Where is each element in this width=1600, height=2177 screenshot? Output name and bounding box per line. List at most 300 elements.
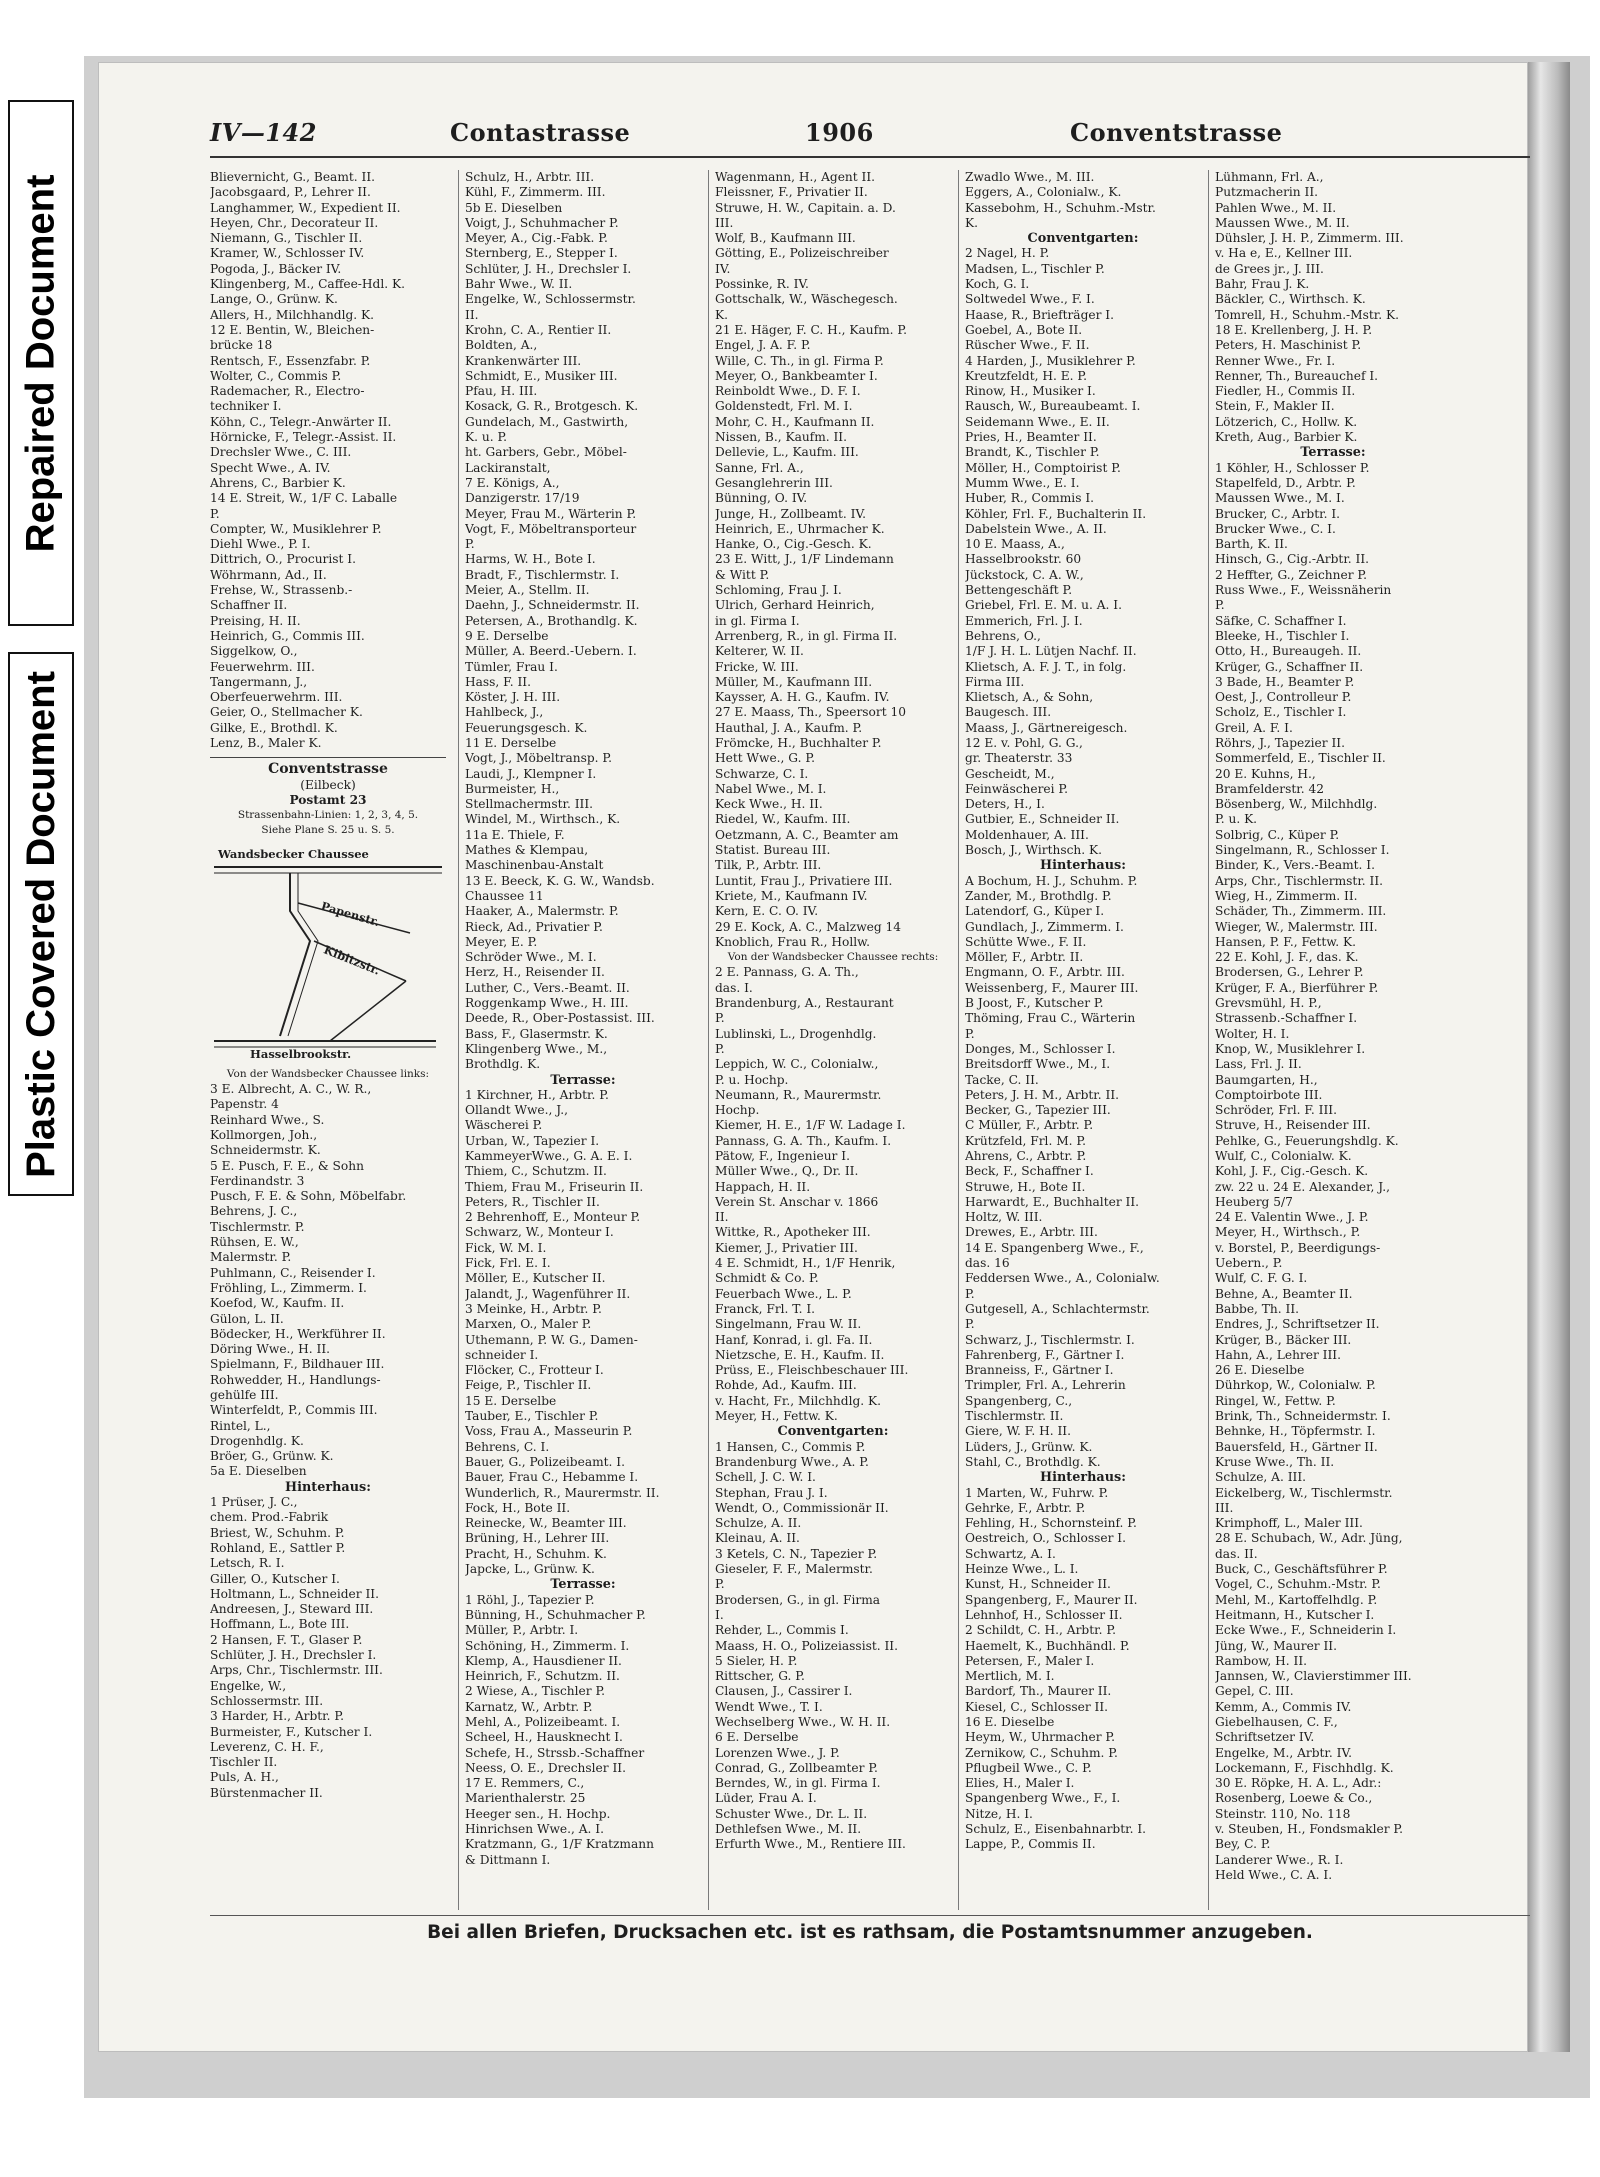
directory-entry: P. — [965, 1317, 975, 1332]
directory-entry: Spangenberg Wwe., F., I. — [965, 1791, 1121, 1806]
directory-entry: Beck, F., Schaffner I. — [965, 1164, 1094, 1179]
directory-entry: Schuster Wwe., Dr. L. II. — [715, 1806, 868, 1821]
directory-entry: Von der Wandsbecker Chaussee links: — [226, 1067, 430, 1080]
directory-entry: Nitze, H. I. — [965, 1806, 1033, 1821]
directory-entry: Schulz, E., Eisenbahnarbtr. I. — [965, 1822, 1147, 1837]
directory-entry: Brandenburg, A., Restaurant — [715, 996, 894, 1011]
directory-entry: Meier, A., Stellm. II. — [465, 583, 590, 598]
directory-entry: Schlossermstr. III. — [210, 1693, 324, 1708]
directory-entry: Dethlefsen Wwe., M. II. — [715, 1822, 862, 1837]
directory-entry: Neumann, R., Maurermstr. — [715, 1087, 882, 1102]
tram-lines: Strassenbahn-Linien: 1, 2, 3, 4, 5. — [237, 809, 419, 822]
directory-entry: Holtmann, L., Schneider II. — [210, 1586, 379, 1601]
directory-entry: Bödecker, H., Werkführer II. — [210, 1326, 386, 1341]
directory-entry: Pfau, H. III. — [465, 384, 538, 399]
directory-entry: Hörnicke, F., Telegr.-Assist. II. — [210, 430, 397, 445]
directory-entry: Ulrich, Gerhard Heinrich, — [715, 598, 875, 613]
directory-entry: Bösenberg, W., Milchhdlg. — [1215, 797, 1378, 812]
directory-entry: 7 E. Königs, A., — [465, 475, 560, 490]
directory-entry: Winterfeldt, P., Commis III. — [210, 1403, 378, 1418]
directory-entry: Lockemann, F., Fischhdlg. K. — [1215, 1760, 1394, 1775]
directory-entry: Eickelberg, W., Tischlermstr. — [1215, 1485, 1393, 1500]
directory-entry: Wechselberg Wwe., W. H. II. — [715, 1714, 891, 1729]
directory-entry: Rademacher, R., Electro- — [210, 384, 365, 399]
directory-entry: Feuerbach Wwe., L. P. — [715, 1286, 852, 1301]
directory-entry: Bosch, J., Wirthsch. K. — [965, 843, 1102, 858]
directory-entry: C Müller, F., Arbtr. P. — [965, 1118, 1094, 1133]
directory-entry: Rehder, L., Commis I. — [715, 1623, 849, 1638]
directory-entry: P. — [210, 506, 220, 521]
directory-entry: Karnatz, W., Arbtr. P. — [465, 1699, 593, 1714]
directory-entry: P. — [965, 1026, 975, 1041]
directory-entry: Engel, J. A. F. P. — [715, 338, 811, 353]
plan-reference: Siehe Plane S. 25 u. S. 5. — [261, 824, 395, 837]
directory-entry: Möller, E., Kutscher II. — [465, 1271, 606, 1286]
directory-entry: Meyer, H., Fettw. K. — [715, 1409, 838, 1424]
directory-entry: Jückstock, C. A. W., — [965, 567, 1084, 582]
directory-entry: 2 Hansen, F. T., Glaser P. — [210, 1632, 363, 1647]
directory-entry: Hett Wwe., G. P. — [715, 751, 815, 766]
directory-entry: Gescheidt, M., — [965, 766, 1055, 781]
repaired-document-text: Repaired Document — [18, 174, 63, 552]
directory-entry: P. u. K. — [1215, 812, 1258, 827]
directory-entry: Knoblich, Frau R., Hollw. — [715, 934, 871, 949]
directory-entry: Kosack, G. R., Brotgesch. K. — [465, 399, 639, 414]
directory-entry: Briest, W., Schuhm. P. — [210, 1525, 345, 1540]
directory-entry: Bauer, Frau C., Hebamme I. — [465, 1470, 639, 1485]
directory-entry: Mathes & Klempau, — [465, 843, 589, 858]
directory-entry: Engelke, W., — [210, 1678, 287, 1693]
directory-entry: Breitsdorff Wwe., M., I. — [965, 1057, 1111, 1072]
directory-entry: Vogel, C., Schuhm.-Mstr. P. — [1215, 1577, 1381, 1592]
header-rule — [210, 156, 1530, 158]
directory-entry: Rambow, H. II. — [1215, 1653, 1308, 1668]
directory-entry: Tilk, P., Arbtr. III. — [715, 858, 822, 873]
directory-entry: Donges, M., Schlosser I. — [965, 1041, 1116, 1056]
directory-entry: Nissen, B., Kaufm. II. — [715, 430, 847, 445]
directory-entry: Kühl, F., Zimmerm. III. — [465, 185, 606, 200]
directory-entry: Letsch, R. I. — [210, 1556, 285, 1571]
directory-entry: Klingenberg Wwe., M., — [465, 1041, 608, 1056]
directory-entry: 12 E. v. Pohl, G. G., — [965, 735, 1083, 750]
directory-entry: v. Steuben, H., Fondsmakler P. — [1215, 1822, 1404, 1837]
directory-entry: Wolter, H. I. — [1215, 1026, 1290, 1041]
directory-entry: & Witt P. — [715, 567, 770, 582]
directory-entry: K. — [965, 215, 978, 230]
directory-entry: Landerer Wwe., R. I. — [1215, 1852, 1344, 1867]
directory-entry: Niemann, G., Tischler II. — [210, 231, 363, 246]
directory-entry: 2 Wiese, A., Tischler P. — [465, 1684, 606, 1699]
directory-entry: Allers, H., Milchhandlg. K. — [210, 307, 375, 322]
directory-entry: Jacobsgaard, P., Lehrer II. — [210, 185, 371, 200]
directory-entry: 13 E. Beeck, K. G. W., Wandsb. — [465, 873, 655, 888]
directory-entry: Gieseler, F. F., Malermstr. — [715, 1562, 873, 1577]
directory-entry: Heinze Wwe., L. I. — [965, 1562, 1079, 1577]
directory-entry: B Joost, F., Kutscher P. — [965, 996, 1104, 1011]
directory-entry: techniker I. — [210, 399, 282, 414]
directory-entry: 15 E. Derselbe — [465, 1393, 557, 1408]
directory-entry: Fick, W. M. I. — [465, 1240, 547, 1255]
directory-entry: Gundlach, J., Zimmerm. I. — [965, 919, 1124, 934]
right-street-heading: Conventstrasse — [1070, 118, 1283, 147]
column-1 — [210, 170, 446, 1910]
directory-entry: Bauer, G., Polizeibeamt. I. — [465, 1454, 625, 1469]
directory-entry: Trimpler, Frl. A., Lehrerin — [965, 1378, 1126, 1393]
footer-notice: Bei allen Briefen, Drucksachen etc. ist es rathsam, die Postamtsnummer anzugeben. — [427, 1922, 1313, 1943]
directory-entry: 27 E. Maass, Th., Speersort 10 — [715, 705, 906, 720]
directory-entry: 1 Prüser, J. C., — [210, 1495, 298, 1510]
directory-entry: Arrenberg, R., in gl. Firma II. — [715, 628, 898, 643]
directory-entry: Burmeister, H., — [465, 781, 560, 796]
directory-entry: Gutgesell, A., Schlachtermstr. — [965, 1301, 1150, 1316]
directory-entry: Kleinau, A. II. — [715, 1531, 800, 1546]
directory-entry: Puhlmann, C., Reisender I. — [210, 1265, 376, 1280]
directory-entry: 29 E. Kock, A. C., Malzweg 14 — [715, 919, 902, 934]
directory-entry: Herz, H., Reisender II. — [465, 965, 605, 980]
directory-entry: Nietzsche, E. H., Kaufm. II. — [715, 1347, 885, 1362]
directory-entry: 28 E. Schubach, W., Adr. Jüng, — [1215, 1531, 1403, 1546]
directory-entry: Malermstr. P. — [210, 1250, 292, 1265]
directory-entry: Marxen, O., Maler P. — [465, 1317, 592, 1332]
directory-entry: Laudi, J., Klempner I. — [465, 766, 597, 781]
column-1-entries-lower — [210, 1067, 446, 1801]
directory-entry: Fiedler, H., Commis II. — [1215, 384, 1356, 399]
map-label-hasselbrookstr: Hasselbrookstr. — [250, 1046, 352, 1061]
directory-entry: Bauersfeld, H., Gärtner II. — [1215, 1439, 1378, 1454]
directory-entry: Preising, H. II. — [210, 613, 301, 628]
directory-entry: das. 16 — [965, 1256, 1010, 1271]
directory-entry: 20 E. Kuhns, H., — [1215, 766, 1316, 781]
directory-entry: Haaker, A., Malermstr. P. — [465, 904, 619, 919]
directory-entry: 22 E. Kohl, J. F., das. K. — [1215, 950, 1359, 965]
directory-entry: Harwardt, E., Buchhalter II. — [965, 1194, 1140, 1209]
directory-entry: 3 Harder, H., Arbtr. P. — [210, 1709, 345, 1724]
directory-entry: Lenz, B., Maler K. — [210, 735, 322, 750]
directory-entry: Gutbier, E., Schneider II. — [965, 812, 1120, 827]
left-street-heading: Contastrasse — [450, 118, 631, 147]
directory-entry: Schwarz, W., Monteur I. — [465, 1225, 614, 1240]
directory-entry: 30 E. Röpke, H. A. L., Adr.: — [1215, 1776, 1382, 1791]
directory-entry: Zernikow, C., Schuhm. P. — [965, 1745, 1118, 1760]
directory-entry: Behne, A., Beamter II. — [1215, 1286, 1353, 1301]
directory-entry: Tischlermstr. II. — [965, 1409, 1064, 1424]
directory-entry: Kreth, Aug., Barbier K. — [1215, 430, 1358, 445]
directory-entry: K. u. P. — [465, 430, 508, 445]
directory-entry: Ferdinandstr. 3 — [210, 1173, 305, 1188]
directory-entry: 17 E. Remmers, C., — [465, 1776, 585, 1791]
directory-entry: Hanf, Konrad, i. gl. Fa. II. — [715, 1332, 873, 1347]
directory-entry: 1 Kirchner, H., Arbtr. P. — [465, 1087, 609, 1102]
directory-entry: Heyen, Chr., Decorateur II. — [210, 215, 379, 230]
directory-entry: 2 Schildt, C. H., Arbtr. P. — [965, 1623, 1116, 1638]
directory-entry: Kaysser, A. H. G., Kaufm. IV. — [715, 690, 890, 705]
directory-entry: Heinrich, E., Uhrmacher K. — [715, 521, 885, 536]
page-number: IV—142 — [210, 118, 317, 147]
section-heading: Terrasse: — [550, 1072, 616, 1088]
directory-entry: Windel, M., Wirthsch., K. — [465, 812, 621, 827]
directory-entry: Wieger, W., Malermstr. III. — [1215, 919, 1378, 934]
directory-entry: Soltwedel Wwe., F. I. — [965, 292, 1095, 307]
directory-entry: Döring Wwe., H. II. — [210, 1342, 331, 1357]
directory-entry: Becker, G., Tapezier III. — [965, 1103, 1111, 1118]
directory-entry: Hauthal, J. A., Kaufm. P. — [715, 720, 863, 735]
directory-entry: Prüss, E., Fleischbeschauer III. — [715, 1363, 909, 1378]
directory-entry: Bettengeschäft P. — [965, 583, 1073, 598]
directory-entry: Lappe, P., Commis II. — [965, 1837, 1096, 1852]
directory-entry: Geier, O., Stellmacher K. — [210, 705, 363, 720]
directory-entry: Lorenzen Wwe., J. P. — [715, 1745, 840, 1760]
directory-entry: Haase, R., Briefträger I. — [965, 307, 1114, 322]
directory-entry: Dittrich, O., Procurist I. — [210, 552, 356, 567]
directory-entry: de Grees jr., J. III. — [1215, 261, 1324, 276]
directory-entry: Feddersen Wwe., A., Colonialw. — [965, 1271, 1160, 1286]
directory-entry: Peters, H. Maschinist P. — [1215, 338, 1362, 353]
directory-entry: Pogoda, J., Bäcker IV. — [210, 261, 342, 276]
directory-entry: 5b E. Dieselben — [465, 200, 563, 215]
directory-entry: Deede, R., Ober-Postassist. III. — [465, 1011, 655, 1026]
directory-entry: 24 E. Valentin Wwe., J. P. — [1215, 1210, 1369, 1225]
directory-entry: Feuerwehrm. III. — [210, 659, 315, 674]
directory-entry: Brüning, H., Lehrer III. — [465, 1531, 610, 1546]
directory-entry: Vogt, J., Möbeltransp. P. — [465, 751, 613, 766]
directory-entry: Müller, M., Kaufmann III. — [715, 674, 873, 689]
directory-entry: Scholz, E., Tischler I. — [1215, 705, 1347, 720]
directory-entry: Kramer, W., Schlosser IV. — [210, 246, 365, 261]
directory-entry: Bardorf, Th., Maurer II. — [965, 1684, 1112, 1699]
directory-entry: Hansen, P. F., Fettw. K. — [1215, 934, 1356, 949]
directory-entry: Röhrs, J., Tapezier II. — [1215, 735, 1345, 750]
directory-entry: Behrens, C. I. — [465, 1439, 550, 1454]
directory-entry: P. u. Hochp. — [715, 1072, 789, 1087]
directory-entry: Statist. Bureau III. — [715, 843, 831, 858]
directory-entry: Binder, K., Vers.-Beamt. I. — [1215, 858, 1375, 873]
section-heading: Hinterhaus: — [1040, 858, 1126, 874]
directory-entry: 11a E. Thiele, F. — [465, 827, 565, 842]
column-2 — [458, 170, 701, 1910]
directory-entry: Schröder Wwe., M. I. — [465, 950, 597, 965]
directory-entry: Voigt, J., Schuhmacher P. — [465, 215, 619, 230]
directory-entry: Held Wwe., C. A. I. — [1215, 1867, 1333, 1882]
directory-entry: IV. — [715, 261, 731, 276]
directory-entry: Japcke, L., Grünw. K. — [465, 1562, 595, 1577]
directory-entry: Müller, P., Arbtr. I. — [465, 1623, 579, 1638]
directory-entry: Langhammer, W., Expedient II. — [210, 200, 401, 215]
directory-entry: Heuberg 5/7 — [1215, 1194, 1293, 1209]
conventstrasse-heading — [210, 757, 446, 838]
directory-entry: Möller, H., Comptoirist P. — [965, 460, 1121, 475]
directory-entry: Hahn, A., Lehrer III. — [1215, 1347, 1341, 1362]
directory-entry: 3 Ketels, C. N., Tapezier P. — [715, 1546, 878, 1561]
directory-entry: Babbe, Th. II. — [1215, 1301, 1300, 1316]
directory-entry: Hanke, O., Cig.-Gesch. K. — [715, 537, 872, 552]
repaired-document-label — [8, 100, 74, 626]
directory-entry: Boldten, A., — [465, 338, 538, 353]
directory-entry: Brandenburg Wwe., A. P. — [715, 1454, 869, 1469]
directory-entry: Bey, C. P. — [1215, 1837, 1271, 1852]
directory-entry: Schaffner II. — [210, 598, 288, 613]
directory-columns — [210, 170, 1530, 1910]
directory-entry: Giller, O., Kutscher I. — [210, 1571, 340, 1586]
section-heading: Terrasse: — [1300, 445, 1366, 461]
directory-entry: Oetzmann, A. C., Beamter am — [715, 827, 899, 842]
directory-entry: 4 E. Schmidt, H., 1/F Henrik, — [715, 1256, 896, 1271]
directory-entry: Heeger sen., H. Hochp. — [465, 1806, 611, 1821]
directory-entry: Hahlbeck, J., — [465, 705, 544, 720]
directory-entry: P. — [715, 1041, 725, 1056]
directory-entry: Burmeister, F., Kutscher I. — [210, 1724, 373, 1739]
directory-entry: Tischler II. — [210, 1755, 278, 1770]
directory-entry: Spielmann, F., Bildhauer III. — [210, 1357, 385, 1372]
directory-entry: Pracht, H., Schuhm. K. — [465, 1546, 607, 1561]
directory-entry: Thiem, C., Schutzm. II. — [465, 1164, 607, 1179]
directory-entry: Jannsen, W., Clavierstimmer III. — [1215, 1669, 1412, 1684]
directory-entry: Fröhling, L., Zimmerm. I. — [210, 1280, 367, 1295]
directory-entry: Kassebohm, H., Schuhm.-Mstr. — [965, 200, 1156, 215]
directory-entry: I. — [715, 1607, 724, 1622]
directory-entry: Dühsler, J. H. P., Zimmerm. III. — [1215, 231, 1404, 246]
directory-entry: Schütte Wwe., F. II. — [965, 934, 1087, 949]
directory-entry: Wolf, B., Kaufmann III. — [715, 231, 856, 246]
directory-entry: Gilke, E., Brothdl. K. — [210, 720, 338, 735]
directory-entry: Krankenwärter III. — [465, 353, 582, 368]
directory-entry: Kiesel, C., Schlosser II. — [965, 1699, 1109, 1714]
directory-entry: Tauber, E., Tischler P. — [465, 1409, 599, 1424]
column-5 — [1208, 170, 1451, 1910]
directory-entry: Giebelhausen, C. F., — [1215, 1714, 1338, 1729]
directory-entry: Kriete, M., Kaufmann IV. — [715, 888, 868, 903]
directory-entry: Bünning, O. IV. — [715, 491, 808, 506]
directory-entry: 4 Harden, J., Musiklehrer P. — [965, 353, 1136, 368]
directory-entry: Tümler, Frau I. — [465, 659, 558, 674]
directory-entry: Köster, J. H. III. — [465, 690, 561, 705]
directory-entry: Schröder, Frl. F. III. — [1215, 1103, 1337, 1118]
directory-entry: Berndes, W., in gl. Firma I. — [715, 1776, 881, 1791]
directory-entry: Papenstr. 4 — [210, 1097, 279, 1112]
directory-entry: Roggenkamp Wwe., H. III. — [465, 996, 629, 1011]
directory-entry: Lötzerich, C., Hollw. K. — [1215, 414, 1358, 429]
directory-entry: Brandt, K., Tischler P. — [965, 445, 1100, 460]
directory-entry: Comptoirbote III. — [1215, 1087, 1323, 1102]
directory-entry: Kratzmann, G., 1/F Kratzmann — [465, 1837, 654, 1852]
directory-entry: Frömcke, H., Buchhalter P. — [715, 735, 882, 750]
directory-entry: Chaussee 11 — [465, 888, 544, 903]
directory-entry: Riedel, W., Kaufm. III. — [715, 812, 851, 827]
directory-entry: Mertlich, M. I. — [965, 1669, 1055, 1684]
directory-entry: Müller, A. Beerd.-Uebern. I. — [465, 644, 637, 659]
directory-entry: Baugesch. III. — [965, 705, 1052, 720]
directory-entry: Fleissner, F., Privatier II. — [715, 185, 868, 200]
directory-entry: Rentsch, F., Essenzfabr. P. — [210, 353, 371, 368]
directory-entry: Maass, J., Gärtnereigesch. — [965, 720, 1128, 735]
directory-entry: Schulz, H., Arbtr. III. — [465, 170, 595, 184]
directory-entry: Seidemann Wwe., E. II. — [965, 414, 1110, 429]
street-map — [210, 841, 446, 1063]
directory-entry: Arps, Chr., Tischlermstr. II. — [1215, 873, 1384, 888]
directory-entry: Thöming, Frau C., Wärterin — [965, 1011, 1136, 1026]
directory-entry: Maschinenbau-Anstalt — [465, 858, 604, 873]
directory-entry: Schöning, H., Zimmerm. I. — [465, 1638, 630, 1653]
directory-entry: Peters, J. H. M., Arbtr. II. — [965, 1087, 1120, 1102]
directory-entry: Bröer, G., Grünw. K. — [210, 1449, 334, 1464]
directory-entry: Rühsen, E. W., — [210, 1235, 299, 1250]
directory-entry: 5a E. Dieselben — [210, 1464, 307, 1479]
directory-entry: Heym, W., Uhrmacher P. — [965, 1730, 1116, 1745]
directory-entry: Stellmachermstr. III. — [465, 797, 594, 812]
directory-entry: Fahrenberg, F., Gärtner I. — [965, 1347, 1125, 1362]
directory-entry: Rinow, H., Musiker I. — [965, 384, 1096, 399]
directory-entry: Klietsch, A., & Sohn, — [965, 690, 1094, 705]
directory-entry: Meyer, Frau M., Wärterin P. — [465, 506, 637, 521]
directory-entry: Bahr Wwe., W. II. — [465, 277, 573, 292]
directory-entry: Nabel Wwe., M. I. — [715, 781, 827, 796]
directory-entry: Schlüter, J. H., Drechsler I. — [210, 1648, 377, 1663]
directory-entry: Keck Wwe., H. II. — [715, 797, 823, 812]
directory-entry: ht. Garbers, Gebr., Möbel- — [465, 445, 627, 460]
directory-entry: Greil, A. F. I. — [1215, 720, 1293, 735]
directory-entry: Rüscher Wwe., F. II. — [965, 338, 1090, 353]
directory-entry: Meyer, O., Bankbeamter I. — [715, 368, 878, 383]
directory-entry: Drewes, E., Arbtr. III. — [965, 1225, 1098, 1240]
directory-entry: III. — [1215, 1500, 1234, 1515]
directory-entry: Petersen, F., Maler I. — [965, 1653, 1095, 1668]
directory-entry: Kohl, J. F., Cig.-Gesch. K. — [1215, 1164, 1369, 1179]
directory-entry: Reinhard Wwe., S. — [210, 1112, 325, 1127]
directory-entry: Rohde, Ad., Kaufm. III. — [715, 1378, 857, 1393]
directory-entry: Pehlke, G., Feuerungshdlg. K. — [1215, 1133, 1399, 1148]
directory-entry: Haemelt, K., Buchhändl. P. — [965, 1638, 1130, 1653]
directory-entry: Spangenberg, F., Maurer II. — [965, 1592, 1138, 1607]
directory-entry: Bäckler, C., Wirthsch. K. — [1215, 292, 1366, 307]
directory-entry: Heitmann, H., Kutscher I. — [1215, 1607, 1375, 1622]
directory-entry: Fricke, W. III. — [715, 659, 799, 674]
directory-entry: Neess, O. E., Drechsler II. — [465, 1760, 626, 1775]
directory-entry: Clausen, J., Cassirer I. — [715, 1684, 853, 1699]
directory-entry: Feuerungsgesch. K. — [465, 720, 588, 735]
directory-entry: Gepel, C. III. — [1215, 1684, 1294, 1699]
column-1-entries — [210, 170, 446, 751]
directory-entry: Wulf, C. F. G. I. — [1215, 1271, 1308, 1286]
directory-entry: Puls, A. H., — [210, 1770, 279, 1785]
directory-entry: Junge, H., Zollbeamt. IV. — [715, 506, 867, 521]
directory-entry: Diehl Wwe., P. I. — [210, 537, 311, 552]
directory-entry: Köhler, Frl. F., Buchalterin II. — [965, 506, 1147, 521]
directory-entry: 21 E. Häger, F. C. H., Kaufm. P. — [715, 322, 908, 337]
directory-entry: Koefod, W., Kaufm. II. — [210, 1296, 345, 1311]
directory-entry: Pahlen Wwe., M. II. — [1215, 200, 1337, 215]
directory-entry: Krützfeld, Frl. M. P. — [965, 1133, 1087, 1148]
directory-entry: Fehling, H., Schornsteinf. P. — [965, 1516, 1137, 1531]
directory-entry: v. Ha e, E., Kellner III. — [1215, 246, 1353, 261]
directory-entry: Schulze, A. III. — [1215, 1470, 1307, 1485]
directory-entry: Pusch, F. E. & Sohn, Möbelfabr. — [210, 1189, 407, 1204]
directory-entry: Brodersen, G., in gl. Firma — [715, 1592, 881, 1607]
directory-entry: Ahrens, C., Arbtr. P. — [965, 1149, 1087, 1163]
directory-entry: das. I. — [715, 980, 753, 995]
directory-entry: Ahrens, C., Barbier K. — [210, 475, 346, 490]
directory-entry: Brink, Th., Schneidermstr. I. — [1215, 1409, 1391, 1424]
directory-entry: 2 Heffter, G., Zeichner P. — [1215, 567, 1368, 582]
directory-entry: Singelmann, Frau W. II. — [715, 1317, 862, 1332]
directory-entry: Säfke, C. Schaffner I. — [1215, 613, 1347, 628]
directory-entry: Renner, Th., Bureauchef I. — [1215, 368, 1379, 383]
directory-entry: P. — [965, 1286, 975, 1301]
directory-entry: Ecke Wwe., F., Schneiderin I. — [1215, 1623, 1397, 1638]
directory-entry: 1 Hansen, C., Commis P. — [715, 1439, 866, 1454]
directory-entry: Rausch, W., Bureaubeamt. I. — [965, 399, 1141, 414]
directory-entry: Lange, O., Grünw. K. — [210, 292, 338, 307]
directory-entry: Schriftsetzer IV. — [1215, 1730, 1315, 1745]
directory-entry: Schmidt & Co. P. — [715, 1271, 819, 1286]
